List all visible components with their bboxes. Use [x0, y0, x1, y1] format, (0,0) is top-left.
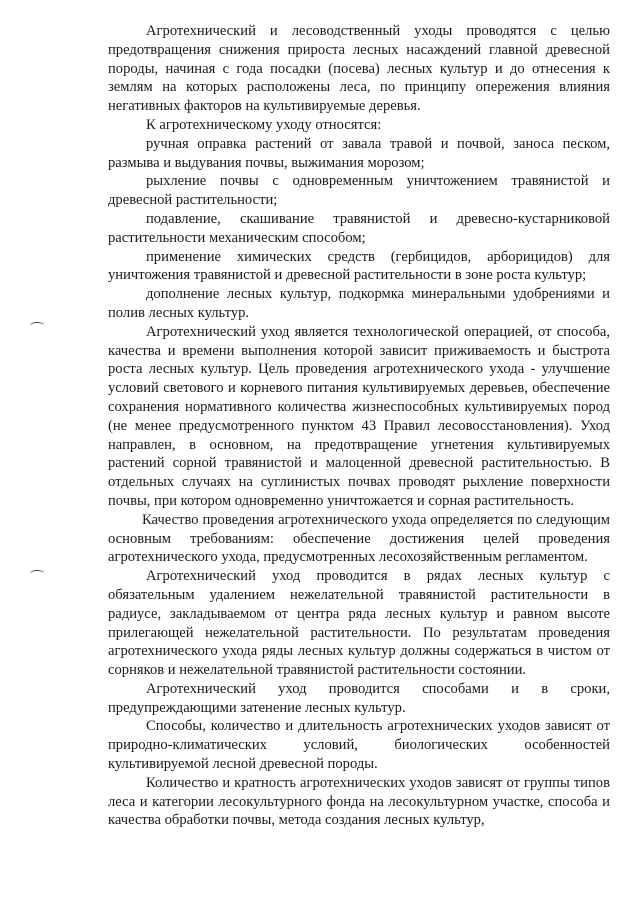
- list-item: рыхление почвы с одновременным уничтожением травянистой и древесной растительности;: [108, 173, 610, 209]
- document-page: [108, 22, 610, 830]
- paragraph: Агротехнический уход проводится в рядах лесных культур с обязательным удалением нежелательной травянистой растительности в радиусе, закладываемом от центра ряда лесных культур и равном высоте прилегающей нежелательной растительности. По результатам проведения агротехнического ухода ряды лесных культур должны содержаться в чистом от сорняков и нежелательной травянистой растительности состоянии.: [108, 568, 610, 679]
- list-item: дополнение лесных культур, подкормка минеральными удобрениями и полив лесных культур.: [108, 286, 610, 321]
- paragraph: Количество и кратность агротехнических уходов зависят от группы типов леса и категории лесокультурного фонда на лесокультурном участке, способа и качества обработки почвы, метода создания лесных культур,: [108, 774, 610, 829]
- paragraph: Агротехнический и лесоводственный уходы проводятся с целью предотвращения снижения прироста лесных насаждений главной древесной породы, начиная с года посадки (посева) лесных культур и до отнесения к землям на которых расположены леса, по принципу опережения влияния негативных факторов на культивируемые деревья.: [108, 23, 610, 115]
- paragraph: К агротехническому уходу относятся:: [146, 116, 382, 133]
- paragraph: Агротехнический уход проводится способами и в сроки, предупреждающими затенение лесных культур.: [108, 680, 610, 716]
- list-item: подавление, скашивание травянистой и древесно-кустарниковой растительности механическим способом;: [108, 210, 610, 246]
- paragraph: Способы, количество и длительность агротехнических уходов зависят от природно-климатических условий, биологических особенностей культивируемой лесной древесной породы.: [108, 718, 610, 773]
- margin-mark: [30, 570, 44, 577]
- paragraph: Качество проведения агротехнического ухода определяется по следующим основным требованиям: обеспечение достижения целей проведения агротехнического ухода, предусмотренных лесохозяйственным регламентом.: [108, 511, 610, 566]
- list-item: ручная оправка растений от завала травой и почвой, заноса песком, размыва и выдувания почвы, выжимания морозом;: [108, 135, 610, 171]
- paragraph: Агротехнический уход является технологической операцией, от способа, качества и времени выполнения которой зависит приживаемость и быстрота роста лесных культур. Цель проведения агротехнического ухода - улучшение условий светового и корневого питания культивируемых деревьев, обеспечение сохранения нормативного количества жизнеспособных культивируемых пород (не менее предусмотренного пунктом 43 Правил лесовосстановления). Уход направлен, в основном, на предотвращение угнетения культивируемых растений сорной травянистой и малоценной древесной растительностью. В отдельных случаях на суглинистых почвах проводят рыхление поверхности почвы, при котором одновременно уничтожается и сорная растительность.: [108, 323, 610, 509]
- margin-mark: [30, 322, 44, 329]
- list-item: применение химических средств (гербицидов, арборицидов) для уничтожения травянистой и древесной растительности в зоне роста культур;: [108, 248, 610, 284]
